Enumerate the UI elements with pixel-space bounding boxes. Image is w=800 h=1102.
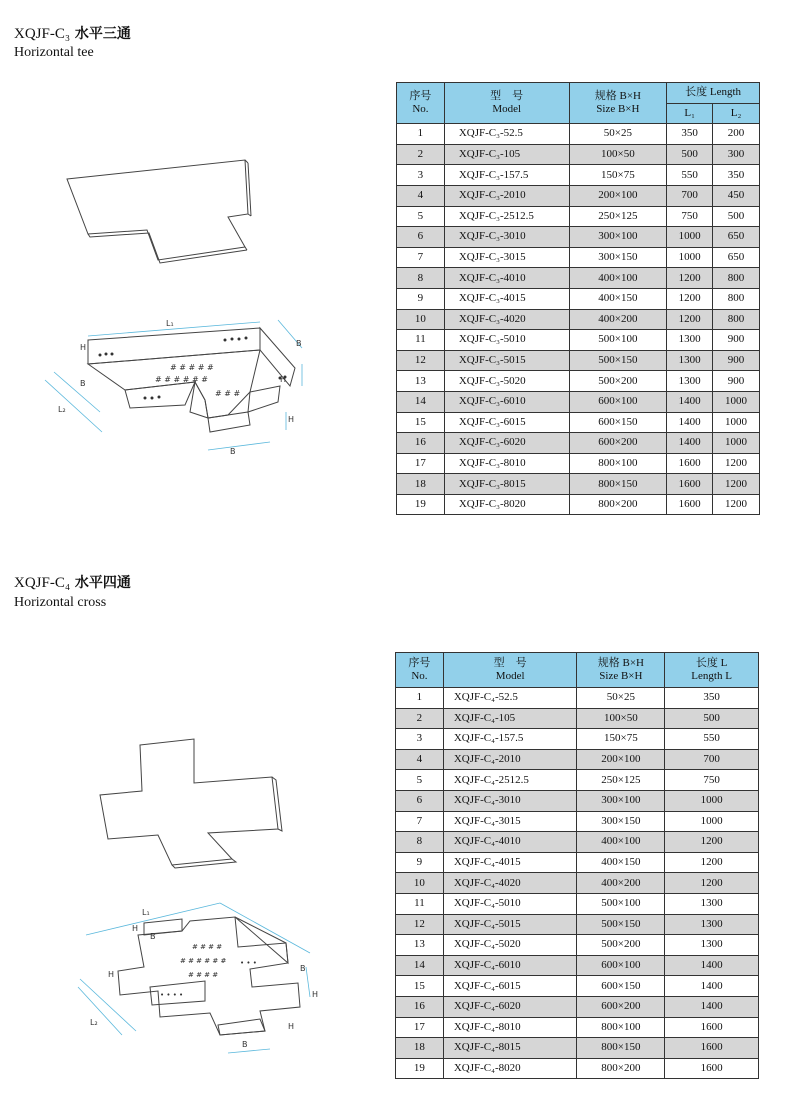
table-cell: XQJF-C₃-4015 (444, 288, 569, 309)
table-cell: 400×150 (577, 852, 665, 873)
tee-code: XQJF-C₃ (14, 26, 71, 42)
table-cell: 400×100 (577, 832, 665, 853)
table-row (397, 227, 760, 248)
table-cell: XQJF-C₄-6015 (443, 976, 577, 997)
table-row (396, 1017, 759, 1038)
table-row (397, 309, 760, 330)
table-cell: 1300 (665, 935, 759, 956)
table-cell: 800×200 (569, 494, 667, 515)
table-cell: 14 (397, 391, 445, 412)
table-row (397, 494, 760, 515)
table-cell: 7 (397, 247, 445, 268)
table-cell: 400×200 (577, 873, 665, 894)
table-row (396, 832, 759, 853)
table-cell: XQJF-C₃-4010 (444, 268, 569, 289)
table-cell: 500×200 (569, 371, 667, 392)
table-cell: 1200 (713, 494, 760, 515)
table-row (397, 350, 760, 371)
table-cell: 1400 (667, 412, 713, 433)
table-cell: XQJF-C₃-3010 (444, 227, 569, 248)
table-cell: 11 (397, 330, 445, 351)
table-cell: 7 (396, 811, 444, 832)
cross-header-model: 型 号 Model (443, 653, 577, 688)
table-cell: 200 (713, 124, 760, 145)
cross-subtitle: Horizontal cross (14, 595, 107, 610)
table-cell: 200×100 (569, 185, 667, 206)
table-cell: XQJF-C₄-8010 (443, 1017, 577, 1038)
table-cell: 600×200 (577, 996, 665, 1017)
table-cell: 13 (397, 371, 445, 392)
table-cell: 550 (667, 165, 713, 186)
tee-drawing (40, 150, 300, 470)
table-row (396, 770, 759, 791)
table-cell: 600×150 (569, 412, 667, 433)
tee-header-l2: L₂ (713, 103, 760, 124)
table-cell: 500×100 (569, 330, 667, 351)
table-cell: 800 (713, 288, 760, 309)
table-cell: 800×150 (577, 1038, 665, 1059)
table-cell: XQJF-C₄-5020 (443, 935, 577, 956)
table-cell: 9 (396, 852, 444, 873)
table-row (396, 852, 759, 873)
cross-header-size: 规格 B×H Size B×H (577, 653, 665, 688)
tee-label-b-right: B (296, 339, 302, 348)
table-row (396, 1038, 759, 1059)
table-cell: 1300 (667, 350, 713, 371)
table-cell: XQJF-C₃-5015 (444, 350, 569, 371)
table-row (397, 165, 760, 186)
table-cell: 19 (397, 494, 445, 515)
table-cell: 10 (396, 873, 444, 894)
table-cell: XQJF-C₄-8020 (443, 1058, 577, 1079)
table-cell: 1400 (665, 955, 759, 976)
table-cell: 300×150 (569, 247, 667, 268)
table-cell: XQJF-C₄-157.5 (443, 729, 577, 750)
table-cell: 1200 (665, 852, 759, 873)
table-cell: 800×100 (569, 453, 667, 474)
table-cell: XQJF-C₄-5010 (443, 893, 577, 914)
table-cell: 3 (397, 165, 445, 186)
table-row (397, 391, 760, 412)
cross-section-title (14, 573, 131, 593)
table-row (397, 371, 760, 392)
tee-header-size: 规格 B×H Size B×H (569, 83, 667, 124)
table-cell: 1600 (665, 1058, 759, 1079)
tee-label-l2: L₂ (58, 405, 66, 414)
table-cell: XQJF-C₄-2512.5 (443, 770, 577, 791)
table-cell: XQJF-C₄-105 (443, 708, 577, 729)
table-cell: XQJF-C₃-3015 (444, 247, 569, 268)
table-cell: XQJF-C₃-8010 (444, 453, 569, 474)
tee-header-model: 型 号 Model (444, 83, 569, 124)
tee-label-l1: L₁ (166, 319, 174, 328)
cross-label-h-left: H (108, 970, 115, 979)
cross-spec-table (395, 652, 759, 1079)
table-row (396, 1058, 759, 1079)
table-cell: 200×100 (577, 749, 665, 770)
table-cell: 50×25 (577, 688, 665, 709)
table-cell: XQJF-C₃-4020 (444, 309, 569, 330)
cross-label-l1: L₁ (142, 908, 150, 917)
svg-text:# # # #: # # # # (188, 971, 219, 979)
table-cell: 450 (713, 185, 760, 206)
table-cell: 500×150 (577, 914, 665, 935)
table-cell: 250×125 (577, 770, 665, 791)
table-cell: XQJF-C₃-5020 (444, 371, 569, 392)
cross-title-cn: 水平四通 (74, 575, 131, 591)
table-cell: XQJF-C₃-2512.5 (444, 206, 569, 227)
table-cell: XQJF-C₄-4020 (443, 873, 577, 894)
tee-subtitle: Horizontal tee (14, 45, 94, 60)
table-cell: 14 (396, 955, 444, 976)
table-cell: 300×100 (569, 227, 667, 248)
table-cell: 500×150 (569, 350, 667, 371)
table-row (397, 185, 760, 206)
table-cell: 900 (713, 330, 760, 351)
table-cell: 18 (397, 474, 445, 495)
table-row (397, 474, 760, 495)
table-cell: 300 (713, 144, 760, 165)
table-cell: 1200 (713, 453, 760, 474)
table-cell: 12 (397, 350, 445, 371)
table-row (397, 412, 760, 433)
table-cell: XQJF-C₄-3010 (443, 790, 577, 811)
table-row (396, 790, 759, 811)
table-cell: 15 (397, 412, 445, 433)
table-cell: 500×100 (577, 893, 665, 914)
table-cell: 2 (397, 144, 445, 165)
table-cell: 800×100 (577, 1017, 665, 1038)
cross-label-h-right: H (312, 990, 319, 999)
table-cell: 300×150 (577, 811, 665, 832)
tee-label-h-right: H (280, 375, 287, 384)
cross-label-l2: L₂ (90, 1018, 98, 1027)
table-cell: XQJF-C₃-5010 (444, 330, 569, 351)
table-cell: XQJF-C₃-2010 (444, 185, 569, 206)
table-cell: 550 (665, 729, 759, 750)
table-cell: 1200 (667, 309, 713, 330)
cross-label-b-bottom: B (242, 1040, 248, 1049)
table-cell: 13 (396, 935, 444, 956)
table-cell: 16 (397, 433, 445, 454)
table-row (397, 330, 760, 351)
table-cell: XQJF-C₄-6010 (443, 955, 577, 976)
tee-cover-shape (67, 160, 251, 263)
table-cell: 100×50 (569, 144, 667, 165)
table-cell: 400×150 (569, 288, 667, 309)
table-cell: 900 (713, 350, 760, 371)
cross-header-no: 序号 No. (396, 653, 444, 688)
cross-label-b-right: B (300, 964, 306, 973)
svg-text:# # # # #: # # # # # (170, 363, 214, 372)
table-cell: XQJF-C₄-8015 (443, 1038, 577, 1059)
tee-label-b-left: B (80, 379, 86, 388)
table-cell: 1300 (667, 371, 713, 392)
tee-header-length: 长度 Length (667, 83, 760, 104)
table-cell: 400×200 (569, 309, 667, 330)
table-cell: 1000 (667, 227, 713, 248)
table-cell: 500 (665, 708, 759, 729)
table-cell: XQJF-C₄-52.5 (443, 688, 577, 709)
table-cell: 1300 (665, 914, 759, 935)
table-cell: 1 (397, 124, 445, 145)
cross-header-row (396, 653, 759, 688)
svg-text:# # #: # # # (215, 389, 241, 398)
tee-title-cn: 水平三通 (74, 26, 131, 42)
table-cell: XQJF-C₃-6020 (444, 433, 569, 454)
svg-text:# # # # # #: # # # # # # (155, 375, 208, 384)
table-cell: 1000 (713, 391, 760, 412)
cross-perforations (160, 943, 257, 999)
svg-text:• • • •: • • • • (160, 991, 184, 999)
table-cell: 1600 (665, 1017, 759, 1038)
table-cell: 1300 (665, 893, 759, 914)
table-row (396, 893, 759, 914)
table-row (397, 433, 760, 454)
table-row (396, 811, 759, 832)
cross-label-h-top: H (132, 924, 139, 933)
table-cell: 19 (396, 1058, 444, 1079)
table-row (397, 288, 760, 309)
table-row (396, 955, 759, 976)
table-cell: 2 (396, 708, 444, 729)
table-cell: 1000 (713, 412, 760, 433)
table-cell: XQJF-C₄-4015 (443, 852, 577, 873)
table-cell: 350 (665, 688, 759, 709)
table-cell: 750 (665, 770, 759, 791)
svg-text:# # # # # #: # # # # # # (180, 957, 227, 965)
table-cell: 50×25 (569, 124, 667, 145)
table-cell: 17 (396, 1017, 444, 1038)
table-cell: 800×200 (577, 1058, 665, 1079)
table-cell: 400×100 (569, 268, 667, 289)
table-cell: 800 (713, 268, 760, 289)
table-cell: 250×125 (569, 206, 667, 227)
table-cell: 600×200 (569, 433, 667, 454)
table-cell: 500 (667, 144, 713, 165)
table-cell: 1600 (665, 1038, 759, 1059)
table-cell: 700 (667, 185, 713, 206)
table-cell: XQJF-C₃-157.5 (444, 165, 569, 186)
table-cell: XQJF-C₄-6020 (443, 996, 577, 1017)
table-cell: XQJF-C₃-8020 (444, 494, 569, 515)
table-cell: 4 (397, 185, 445, 206)
cross-header-length: 长度 L Length L (665, 653, 759, 688)
tee-header-no: 序号 No. (397, 83, 445, 124)
table-cell: 3 (396, 729, 444, 750)
table-cell: 6 (397, 227, 445, 248)
table-cell: XQJF-C₃-52.5 (444, 124, 569, 145)
table-cell: XQJF-C₃-6015 (444, 412, 569, 433)
table-row (396, 729, 759, 750)
table-cell: XQJF-C₄-4010 (443, 832, 577, 853)
table-cell: 10 (397, 309, 445, 330)
table-cell: 4 (396, 749, 444, 770)
table-cell: 100×50 (577, 708, 665, 729)
table-row (397, 144, 760, 165)
cross-drawing (60, 735, 320, 1065)
svg-text:• • •: • • • (240, 959, 257, 967)
table-cell: XQJF-C₃-6010 (444, 391, 569, 412)
table-row (396, 935, 759, 956)
tee-label-h-bottom: H (288, 415, 295, 424)
tee-label-h-left: H (80, 343, 87, 352)
tee-header-l1: L₁ (667, 103, 713, 124)
table-row (397, 206, 760, 227)
table-cell: 500 (713, 206, 760, 227)
table-cell: 1200 (665, 873, 759, 894)
table-cell: 750 (667, 206, 713, 227)
table-cell: 16 (396, 996, 444, 1017)
table-row (396, 976, 759, 997)
table-cell: 650 (713, 247, 760, 268)
table-cell: 8 (396, 832, 444, 853)
table-cell: 350 (667, 124, 713, 145)
table-cell: 1000 (713, 433, 760, 454)
table-cell: 11 (396, 893, 444, 914)
table-row (396, 688, 759, 709)
table-cell: 9 (397, 288, 445, 309)
tee-spec-table (396, 82, 760, 515)
svg-text:# # # #: # # # # (192, 943, 223, 951)
table-cell: 1200 (667, 268, 713, 289)
table-cell: 150×75 (569, 165, 667, 186)
table-cell: 1400 (667, 433, 713, 454)
table-cell: 1400 (665, 996, 759, 1017)
tee-label-b-bottom: B (230, 447, 236, 456)
table-cell: 350 (713, 165, 760, 186)
table-cell: 1000 (667, 247, 713, 268)
table-row (397, 268, 760, 289)
table-cell: 1600 (667, 453, 713, 474)
table-cell: 1000 (665, 790, 759, 811)
table-cell: 8 (397, 268, 445, 289)
table-cell: 1400 (665, 976, 759, 997)
table-cell: 600×100 (577, 955, 665, 976)
table-row (397, 247, 760, 268)
table-cell: 800 (713, 309, 760, 330)
table-cell: XQJF-C₄-5015 (443, 914, 577, 935)
tee-section-title (14, 24, 131, 44)
cross-label-h-bottom: H (288, 1022, 295, 1031)
table-row (396, 996, 759, 1017)
table-cell: 15 (396, 976, 444, 997)
table-cell: 5 (397, 206, 445, 227)
table-cell: XQJF-C₃-105 (444, 144, 569, 165)
table-cell: 900 (713, 371, 760, 392)
cross-label-b-top: B (150, 932, 156, 941)
table-cell: 800×150 (569, 474, 667, 495)
table-cell: 600×100 (569, 391, 667, 412)
table-cell: 1600 (667, 474, 713, 495)
table-cell: 150×75 (577, 729, 665, 750)
table-row (396, 749, 759, 770)
table-cell: 300×100 (577, 790, 665, 811)
table-cell: 5 (396, 770, 444, 791)
table-row (397, 124, 760, 145)
table-cell: 650 (713, 227, 760, 248)
table-cell: 1 (396, 688, 444, 709)
table-cell: 1400 (667, 391, 713, 412)
table-cell: 6 (396, 790, 444, 811)
table-row (397, 453, 760, 474)
table-cell: 12 (396, 914, 444, 935)
table-cell: 18 (396, 1038, 444, 1059)
table-cell: 1000 (665, 811, 759, 832)
cross-code: XQJF-C₄ (14, 575, 71, 591)
tee-header-row-1 (397, 83, 760, 104)
tee-table-body (397, 124, 760, 515)
table-cell: XQJF-C₄-2010 (443, 749, 577, 770)
table-cell: 700 (665, 749, 759, 770)
table-cell: 500×200 (577, 935, 665, 956)
table-cell: 600×150 (577, 976, 665, 997)
table-cell: 1200 (667, 288, 713, 309)
table-cell: 1200 (713, 474, 760, 495)
table-cell: XQJF-C₄-3015 (443, 811, 577, 832)
cross-cover-shape (100, 739, 282, 868)
table-row (396, 914, 759, 935)
table-row (396, 873, 759, 894)
table-cell: 1600 (667, 494, 713, 515)
table-cell: 1300 (667, 330, 713, 351)
cross-table-body (396, 688, 759, 1079)
table-cell: 17 (397, 453, 445, 474)
table-row (396, 708, 759, 729)
table-cell: XQJF-C₃-8015 (444, 474, 569, 495)
table-cell: 1200 (665, 832, 759, 853)
